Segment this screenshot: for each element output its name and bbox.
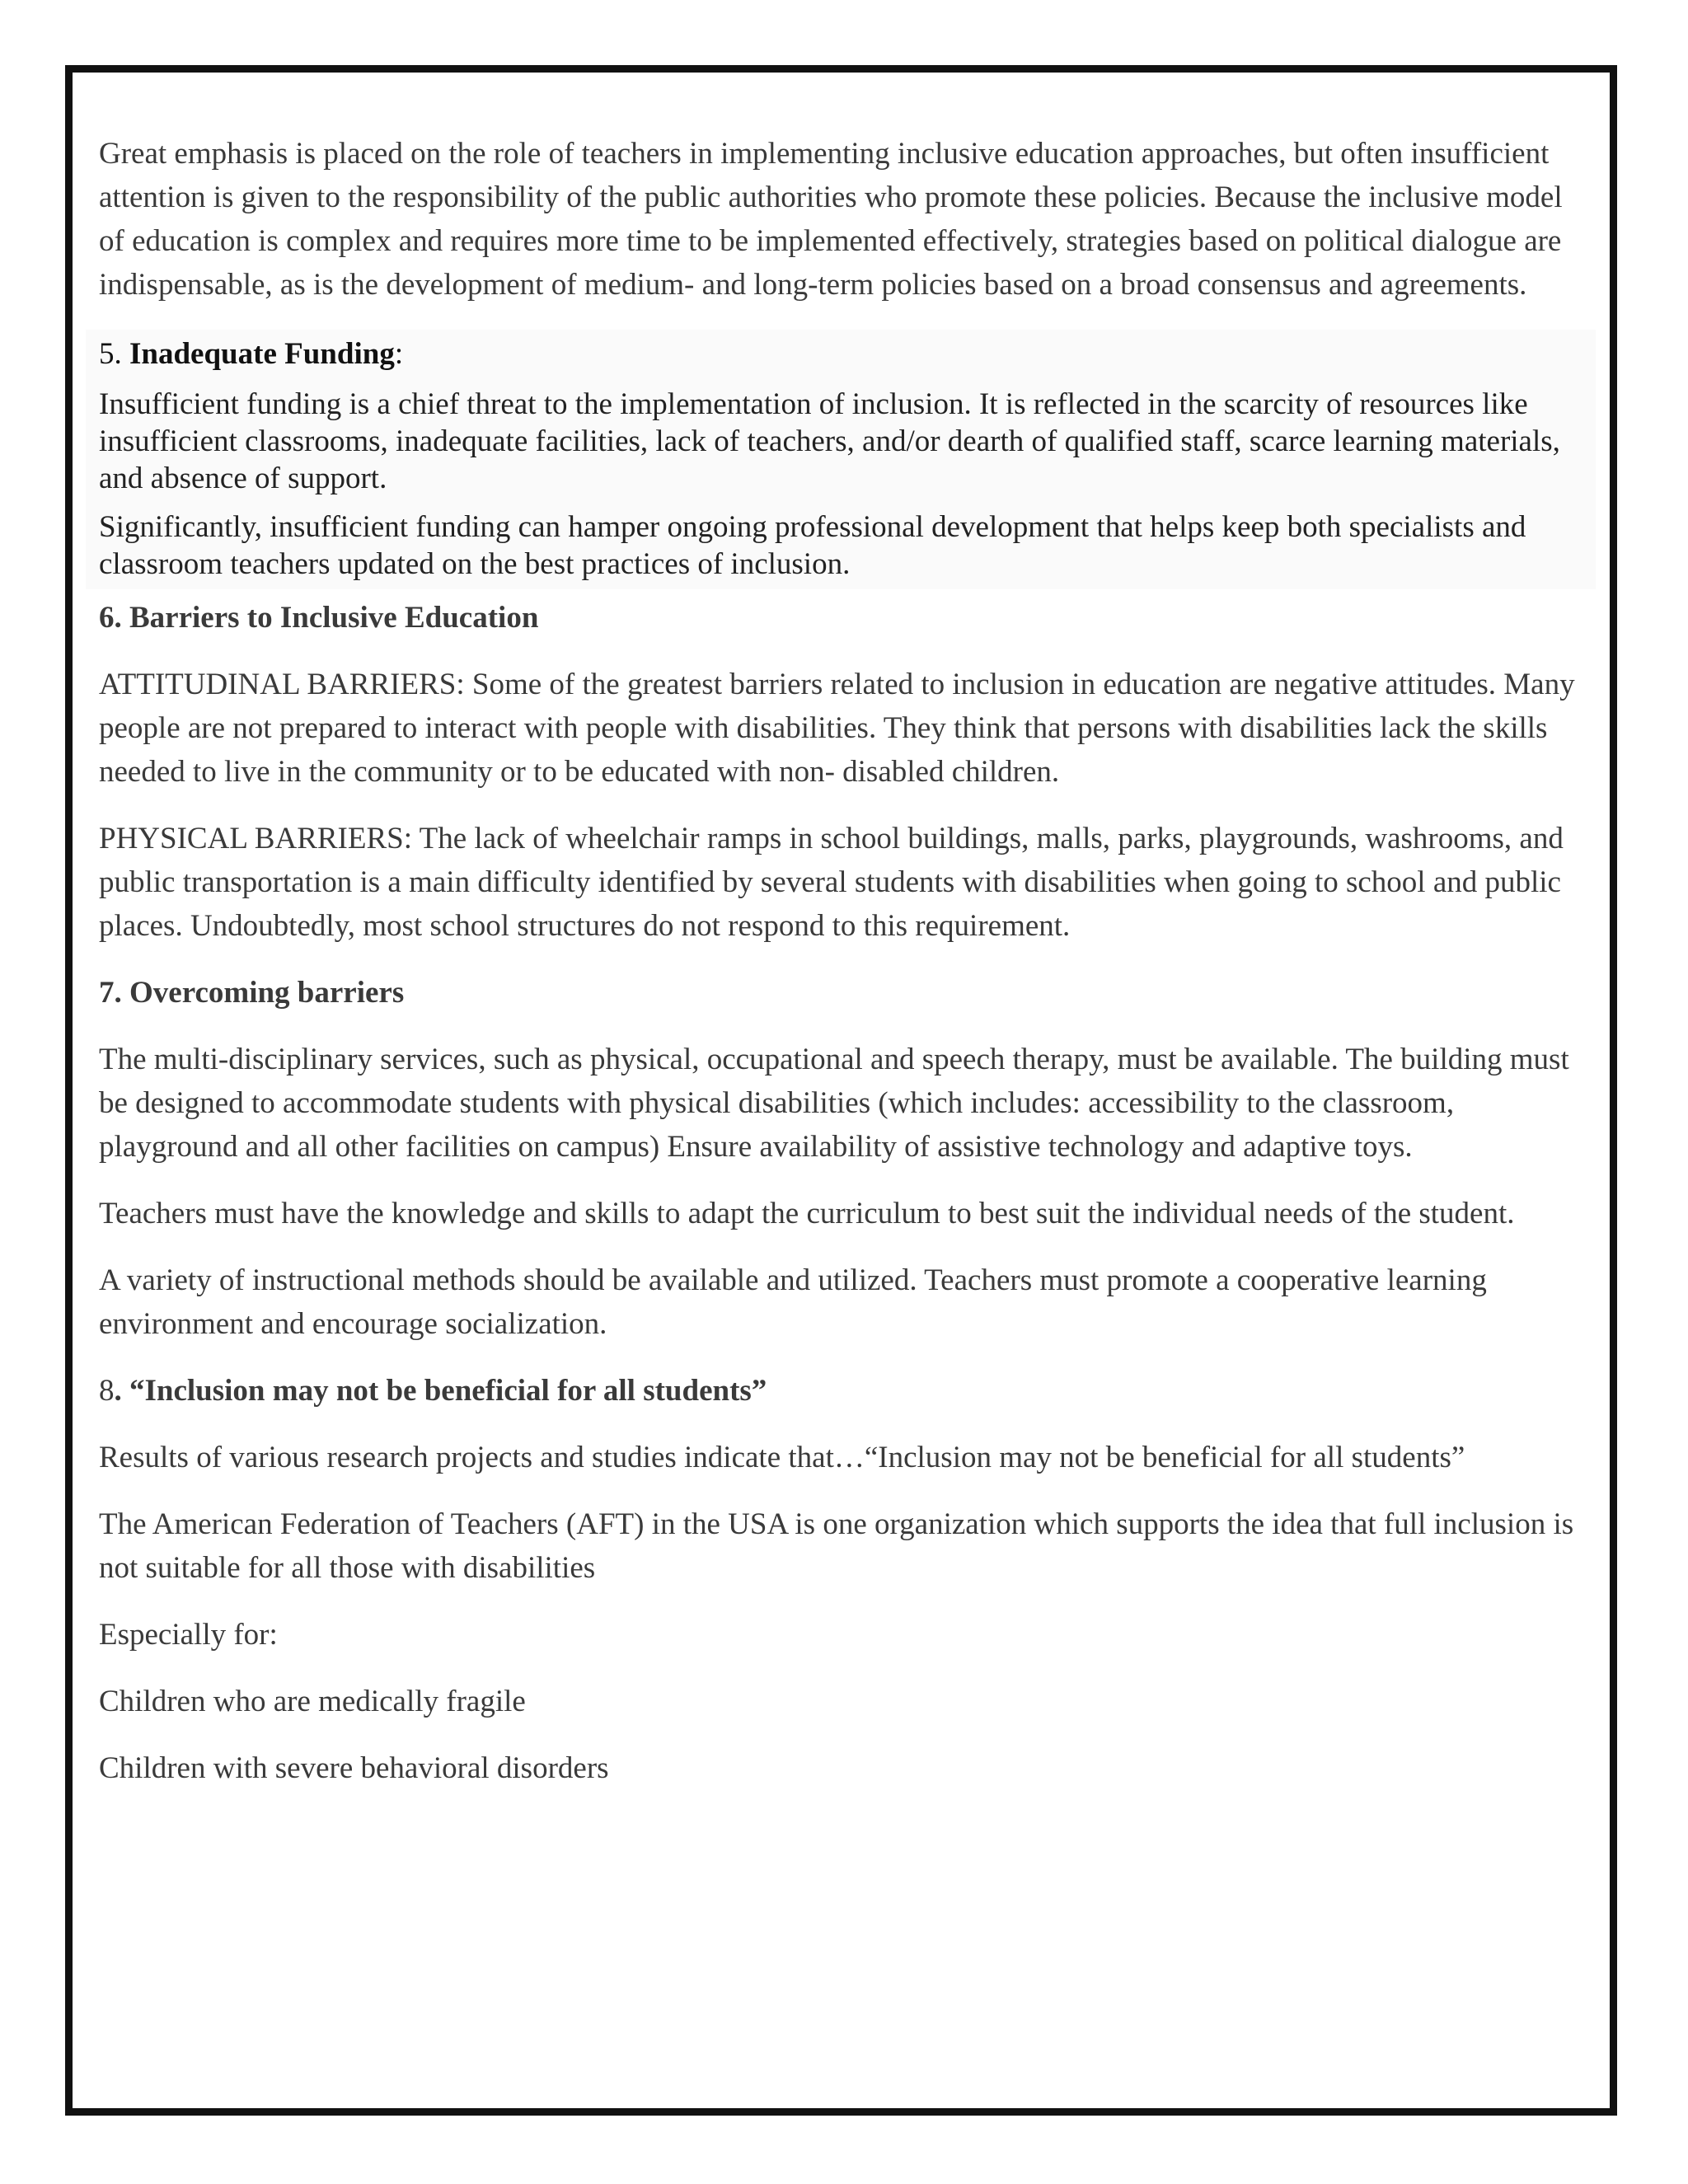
section-7-paragraph-3: A variety of instructional methods should be available and utilized. Teachers must promote a cooperative learning environment and encourage socialization. <box>99 1263 1487 1341</box>
section-5-paragraph-2: Significantly, insufficient funding can hamper ongoing professional development that helps keep both specialists and classroom teachers updated on the best practices of inclusion. <box>99 510 1526 581</box>
section-8-paragraph-3: Especially for: <box>99 1618 278 1652</box>
section-8-number: 8 <box>99 1374 115 1408</box>
intro-paragraph: Great emphasis is placed on the role of teachers in implementing inclusive education approaches, but often insufficient attention is given to the responsibility of the public authorities who promote these policies. Because the inclusive model of education is complex and requires more time to be implemented effectively, strategies based on political dialogue are indispensable, as is the development of medium- and long-term policies based on a broad consensus and agreements. <box>99 137 1563 302</box>
section-8-list-item-1: Children who are medically fragile <box>99 1685 526 1718</box>
section-6-paragraph-attitudinal: ATTITUDINAL BARRIERS: Some of the greatest barriers related to inclusion in education are negative attitudes. Many people are not prepared to interact with people with disabilities. They think that persons with disabilities lack the skills needed to live in the community or to be educated with non- disabled children. <box>99 668 1575 789</box>
section-5-title: Inadequate Funding <box>129 337 395 371</box>
section-7-paragraph-1: The multi-disciplinary services, such as physical, occupational and speech therapy, must be available. The building must be designed to accommodate students with physical disabilities (which includes: accessibility to the classroom, playground and all other facilities on campus) Ensure availability of assistive technology and adaptive toys. <box>99 1043 1569 1164</box>
section-7-heading: 7. Overcoming barriers <box>99 976 405 1010</box>
section-8-paragraph-2: The American Federation of Teachers (AFT) in the USA is one organization which supports the idea that full inclusion is not suitable for all those with disabilities <box>99 1507 1574 1585</box>
section-6-paragraph-physical: PHYSICAL BARRIERS: The lack of wheelchair ramps in school buildings, malls, parks, playgrounds, washrooms, and public transportation is a main difficulty identified by several students with disabilities when going to school and public places. Undoubtedly, most school structures do not respond to this requirement. <box>99 822 1564 943</box>
section-8-paragraph-1: Results of various research projects and studies indicate that…“Inclusion may not be beneficial for all students” <box>99 1441 1465 1474</box>
section-5-colon: : <box>394 337 404 371</box>
section-5-number: 5. <box>99 337 122 371</box>
section-7-paragraph-2: Teachers must have the knowledge and skills to adapt the curriculum to best suit the individual needs of the student. <box>99 1197 1515 1230</box>
section-6-heading: 6. Barriers to Inclusive Education <box>99 601 539 635</box>
section-5-heading <box>99 333 1582 376</box>
section-5-inadequate-funding <box>86 330 1596 589</box>
document-body <box>99 132 1582 1813</box>
section-8-list-item-2: Children with severe behavioral disorders <box>99 1751 609 1785</box>
section-8-heading <box>99 1369 1582 1413</box>
section-5-paragraph-1: Insufficient funding is a chief threat to the implementation of inclusion. It is reflected in the scarcity of resources like insufficient classrooms, inadequate facilities, lack of teachers, and/or dearth of qualified staff, scarce learning materials, and absence of support. <box>99 387 1560 495</box>
section-8-title: . “Inclusion may not be beneficial for all students” <box>114 1374 767 1408</box>
